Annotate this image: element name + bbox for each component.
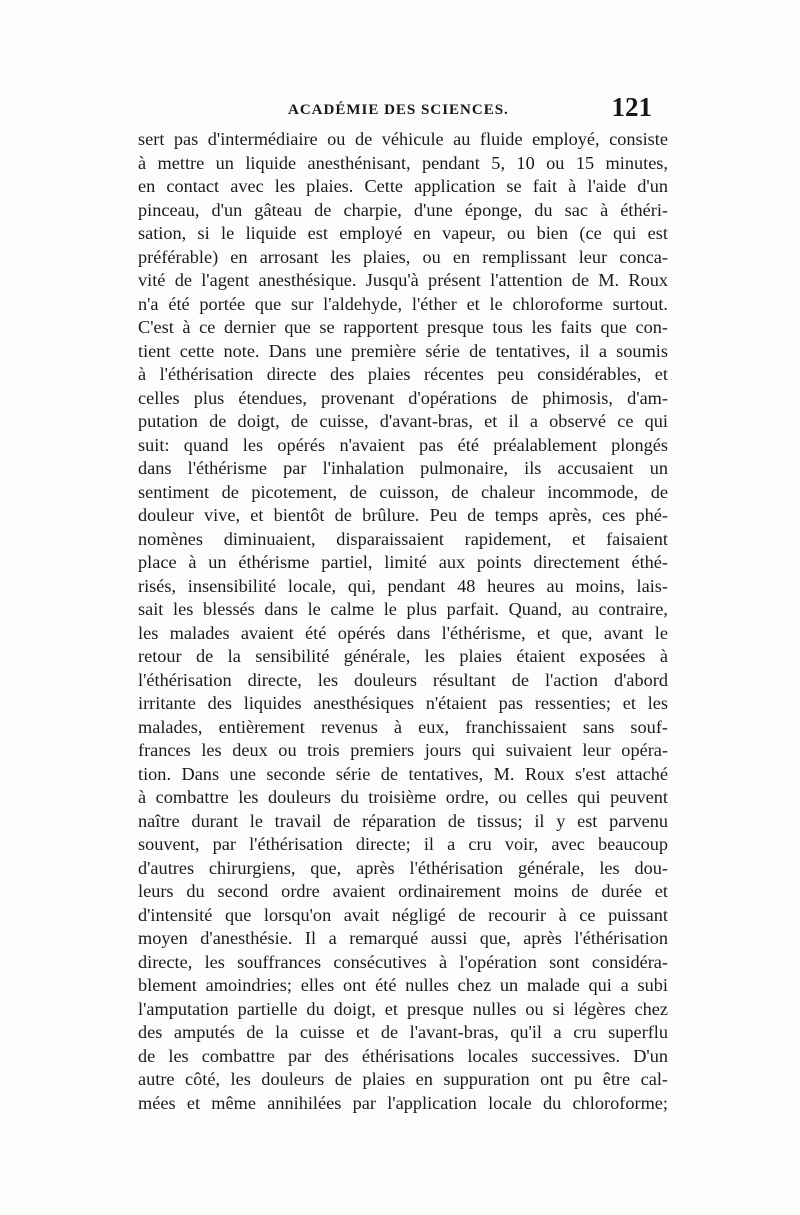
text-line: irritante des liquides anesthésiques n'étaient pas ressenties; et les	[138, 693, 668, 713]
text-line: leurs du second ordre avaient ordinairement moins de durée et	[138, 881, 668, 901]
text-line: suit: quand les opérés n'avaient pas été préalablement plongés	[138, 434, 668, 455]
text-line: autre côté, les douleurs de plaies en suppuration ont pu être cal-	[138, 1069, 668, 1089]
text-line: mées et même annihilées par l'application locale du chloroforme;	[138, 1092, 668, 1113]
text-line: tient cette note. Dans une première série de tentatives, il a soumis	[138, 340, 668, 361]
text-line: douleur vive, et bientôt de brûlure. Peu de temps après, ces phé-	[138, 505, 668, 525]
text-line: place à un éthérisme partiel, limité aux points directement éthé-	[138, 552, 668, 572]
text-line: dans l'éthérisme par l'inhalation pulmonaire, ils accusaient un	[138, 458, 668, 478]
body-text	[138, 128, 668, 1115]
text-line: frances les deux ou trois premiers jours qui suivaient leur opéra-	[138, 740, 668, 760]
text-line: n'a été portée que sur l'aldehyde, l'éther et le chloroforme surtout.	[138, 293, 668, 314]
text-line: retour de la sensibilité générale, les plaies étaient exposées à	[138, 646, 668, 666]
text-line: les malades avaient été opérés dans l'éthérisme, et que, avant le	[138, 622, 668, 643]
text-line: naître durant le travail de réparation de tissus; il y est parvenu	[138, 810, 668, 831]
text-line: C'est à ce dernier que se rapportent presque tous les faits que con-	[138, 317, 668, 337]
text-line: pinceau, d'un gâteau de charpie, d'une éponge, du sac à éthéri-	[138, 199, 668, 220]
text-line: malades, entièrement revenus à eux, franchissaient sans souf-	[138, 716, 668, 737]
text-line: de les combattre par des éthérisations locales successives. D'un	[138, 1045, 668, 1066]
text-line: directe, les souffrances consécutives à l'opération sont considéra-	[138, 951, 668, 972]
page-number: 121	[611, 92, 652, 122]
page-header	[138, 90, 658, 126]
text-line: des amputés de la cuisse et de l'avant-bras, qu'il a cru superflu	[138, 1022, 668, 1042]
text-line: d'intensité que lorsqu'on avait négligé de recourir à ce puissant	[138, 904, 668, 925]
running-title: ACADÉMIE DES SCIENCES.	[288, 102, 509, 118]
text-line: souvent, par l'éthérisation directe; il a cru voir, avec beaucoup	[138, 834, 668, 854]
text-line: à l'éthérisation directe des plaies récentes peu considérables, et	[138, 364, 668, 384]
text-line: à mettre un liquide anesthénisant, pendant 5, 10 ou 15 minutes,	[138, 152, 668, 173]
text-line: d'autres chirurgiens, que, après l'éthérisation générale, les dou-	[138, 857, 668, 878]
text-line: tion. Dans une seconde série de tentatives, M. Roux s'est attaché	[138, 763, 668, 784]
text-line: vité de l'agent anesthésique. Jusqu'à présent l'attention de M. Roux	[138, 270, 668, 290]
text-line: préférable) en arrosant les plaies, ou en remplissant leur conca-	[138, 246, 668, 267]
text-line: sert pas d'intermédiaire ou de véhicule au fluide employé, consiste	[138, 129, 668, 149]
text-line: moyen d'anesthésie. Il a remarqué aussi que, après l'éthérisation	[138, 928, 668, 948]
text-line: putation de doigt, de cuisse, d'avant-bras, et il a observé ce qui	[138, 411, 668, 431]
text-line: à combattre les douleurs du troisième ordre, ou celles qui peuvent	[138, 787, 668, 807]
text-line: en contact avec les plaies. Cette application se fait à l'aide d'un	[138, 176, 668, 196]
text-line: l'éthérisation directe, les douleurs résultant de l'action d'abord	[138, 669, 668, 690]
text-line: nomènes diminuaient, disparaissaient rapidement, et faisaient	[138, 528, 668, 549]
text-line: risés, insensibilité locale, qui, pendant 48 heures au moins, lais-	[138, 575, 668, 596]
text-line: celles plus étendues, provenant d'opérations de phimosis, d'am-	[138, 387, 668, 408]
text-line: blement amoindries; elles ont été nulles chez un malade qui a subi	[138, 975, 668, 995]
text-line: sentiment de picotement, de cuisson, de chaleur incommode, de	[138, 481, 668, 502]
text-line: l'amputation partielle du doigt, et presque nulles ou si légères chez	[138, 998, 668, 1019]
text-line: sation, si le liquide est employé en vapeur, ou bien (ce qui est	[138, 223, 668, 243]
text-line: sait les blessés dans le calme le plus parfait. Quand, au contraire,	[138, 599, 668, 619]
